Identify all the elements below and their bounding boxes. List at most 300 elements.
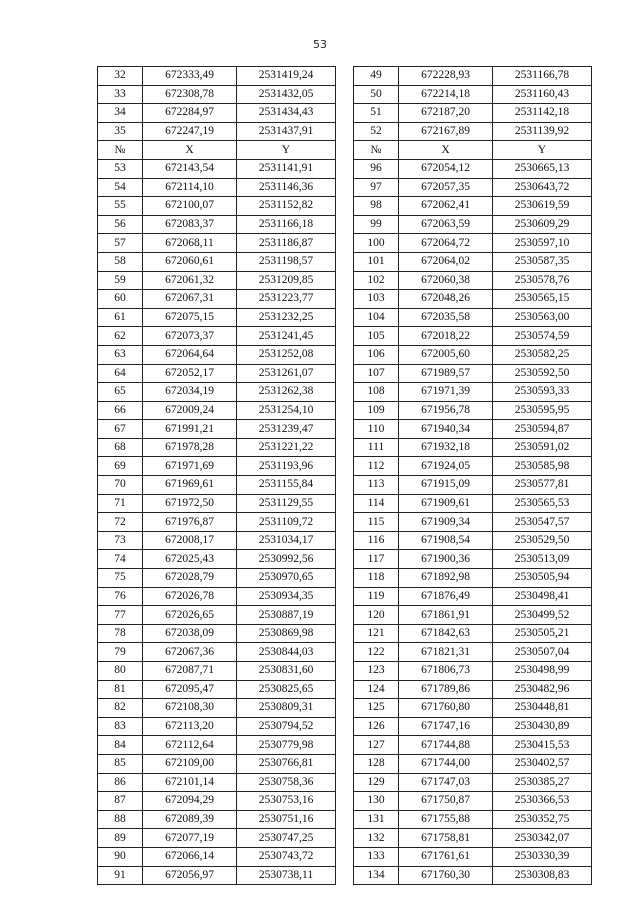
x-coordinate-cell: 671972,50: [143, 494, 237, 513]
x-coordinate-cell: 672008,17: [143, 531, 237, 550]
y-coordinate-cell: 2531254,10: [237, 401, 336, 420]
column-gap: [336, 67, 354, 86]
y-coordinate-cell: 2531146,36: [237, 178, 336, 197]
column-gap: [336, 513, 354, 532]
y-coordinate-cell: 2531141,91: [237, 159, 336, 178]
point-number-cell: 72: [98, 513, 143, 532]
column-gap: [336, 494, 354, 513]
y-coordinate-cell: 2530499,52: [493, 606, 592, 625]
coordinates-table-body: [98, 67, 592, 885]
column-gap: [336, 290, 354, 309]
column-gap: [336, 141, 354, 160]
table-row: [98, 699, 592, 718]
x-coordinate-cell: 671744,00: [399, 754, 493, 773]
table-row: [98, 476, 592, 495]
table-row: [98, 178, 592, 197]
x-coordinate-cell: 672113,20: [143, 717, 237, 736]
y-coordinate-cell: 2531432,05: [237, 85, 336, 104]
column-gap: [336, 252, 354, 271]
x-coordinate-cell: 671876,49: [399, 587, 493, 606]
table-row: [98, 420, 592, 439]
x-coordinate-cell: 671909,34: [399, 513, 493, 532]
x-coordinate-cell: 671908,54: [399, 531, 493, 550]
y-coordinate-cell: 2530578,76: [493, 271, 592, 290]
column-gap: [336, 122, 354, 141]
header-y-cell: Y: [237, 141, 336, 160]
x-coordinate-cell: 672067,36: [143, 643, 237, 662]
y-coordinate-cell: 2530498,41: [493, 587, 592, 606]
x-coordinate-cell: 672060,38: [399, 271, 493, 290]
x-coordinate-cell: 671940,34: [399, 420, 493, 439]
point-number-cell: 88: [98, 810, 143, 829]
x-coordinate-cell: 672054,12: [399, 159, 493, 178]
point-number-cell: 104: [354, 308, 399, 327]
table-row: [98, 104, 592, 123]
x-coordinate-cell: 671915,09: [399, 476, 493, 495]
x-coordinate-cell: 671806,73: [399, 662, 493, 681]
y-coordinate-cell: 2531239,47: [237, 420, 336, 439]
x-coordinate-cell: 672067,31: [143, 290, 237, 309]
x-coordinate-cell: 671976,87: [143, 513, 237, 532]
y-coordinate-cell: 2531221,22: [237, 438, 336, 457]
x-coordinate-cell: 671892,98: [399, 569, 493, 588]
x-coordinate-cell: 672109,00: [143, 754, 237, 773]
y-coordinate-cell: 2530565,15: [493, 290, 592, 309]
y-coordinate-cell: 2531139,92: [493, 122, 592, 141]
x-coordinate-cell: 672061,32: [143, 271, 237, 290]
x-coordinate-cell: 672143,54: [143, 159, 237, 178]
x-coordinate-cell: 671760,30: [399, 866, 493, 885]
table-row: [98, 252, 592, 271]
x-coordinate-cell: 672108,30: [143, 699, 237, 718]
table-row: [98, 85, 592, 104]
point-number-cell: 107: [354, 364, 399, 383]
point-number-cell: 105: [354, 327, 399, 346]
x-coordinate-cell: 672064,72: [399, 234, 493, 253]
point-number-cell: 90: [98, 847, 143, 866]
point-number-cell: 56: [98, 215, 143, 234]
y-coordinate-cell: 2530831,60: [237, 662, 336, 681]
y-coordinate-cell: 2530587,35: [493, 252, 592, 271]
point-number-cell: 49: [354, 67, 399, 86]
x-coordinate-cell: 671991,21: [143, 420, 237, 439]
point-number-cell: 117: [354, 550, 399, 569]
column-gap: [336, 345, 354, 364]
column-gap: [336, 438, 354, 457]
point-number-cell: 35: [98, 122, 143, 141]
y-coordinate-cell: 2530591,02: [493, 438, 592, 457]
point-number-cell: 53: [98, 159, 143, 178]
table-row: [98, 531, 592, 550]
table-row: [98, 234, 592, 253]
column-gap: [336, 420, 354, 439]
x-coordinate-cell: 672247,19: [143, 122, 237, 141]
column-gap: [336, 810, 354, 829]
y-coordinate-cell: 2530505,94: [493, 569, 592, 588]
x-coordinate-cell: 672228,93: [399, 67, 493, 86]
column-gap: [336, 847, 354, 866]
y-coordinate-cell: 2531241,45: [237, 327, 336, 346]
point-number-cell: 85: [98, 754, 143, 773]
table-row: [98, 438, 592, 457]
x-coordinate-cell: 672087,71: [143, 662, 237, 681]
point-number-cell: 55: [98, 197, 143, 216]
point-number-cell: 59: [98, 271, 143, 290]
y-coordinate-cell: 2530609,29: [493, 215, 592, 234]
column-gap: [336, 792, 354, 811]
point-number-cell: 118: [354, 569, 399, 588]
x-coordinate-cell: 672056,97: [143, 866, 237, 885]
y-coordinate-cell: 2530619,59: [493, 197, 592, 216]
x-coordinate-cell: 672068,11: [143, 234, 237, 253]
x-coordinate-cell: 671971,39: [399, 383, 493, 402]
y-coordinate-cell: 2530402,57: [493, 754, 592, 773]
point-number-cell: 80: [98, 662, 143, 681]
point-number-cell: 65: [98, 383, 143, 402]
point-number-cell: 109: [354, 401, 399, 420]
column-gap: [336, 662, 354, 681]
table-row: [98, 606, 592, 625]
x-coordinate-cell: 672009,24: [143, 401, 237, 420]
x-coordinate-cell: 672073,37: [143, 327, 237, 346]
point-number-cell: 63: [98, 345, 143, 364]
column-gap: [336, 308, 354, 327]
point-number-cell: 129: [354, 773, 399, 792]
point-number-cell: 86: [98, 773, 143, 792]
x-coordinate-cell: 671900,36: [399, 550, 493, 569]
x-coordinate-cell: 671750,87: [399, 792, 493, 811]
table-row: [98, 773, 592, 792]
column-gap: [336, 364, 354, 383]
column-gap: [336, 457, 354, 476]
y-coordinate-cell: 2531152,82: [237, 197, 336, 216]
x-coordinate-cell: 671861,91: [399, 606, 493, 625]
y-coordinate-cell: 2530594,87: [493, 420, 592, 439]
y-coordinate-cell: 2530887,19: [237, 606, 336, 625]
point-number-cell: 68: [98, 438, 143, 457]
point-number-cell: 123: [354, 662, 399, 681]
x-coordinate-cell: 672112,64: [143, 736, 237, 755]
table-row: [98, 736, 592, 755]
x-coordinate-cell: 671969,61: [143, 476, 237, 495]
column-gap: [336, 587, 354, 606]
y-coordinate-cell: 2531160,43: [493, 85, 592, 104]
column-gap: [336, 85, 354, 104]
y-coordinate-cell: 2531198,57: [237, 252, 336, 271]
header-x-cell: X: [143, 141, 237, 160]
column-gap: [336, 624, 354, 643]
table-row: [98, 494, 592, 513]
x-coordinate-cell: 671924,05: [399, 457, 493, 476]
point-number-cell: 73: [98, 531, 143, 550]
table-row: [98, 122, 592, 141]
column-gap: [336, 178, 354, 197]
table-row: [98, 792, 592, 811]
point-number-cell: 51: [354, 104, 399, 123]
point-number-cell: 57: [98, 234, 143, 253]
point-number-cell: 83: [98, 717, 143, 736]
column-gap: [336, 159, 354, 178]
x-coordinate-cell: 672089,39: [143, 810, 237, 829]
point-number-cell: 124: [354, 680, 399, 699]
point-number-cell: 77: [98, 606, 143, 625]
header-y-cell: Y: [493, 141, 592, 160]
point-number-cell: 110: [354, 420, 399, 439]
x-coordinate-cell: 671842,63: [399, 624, 493, 643]
point-number-cell: 82: [98, 699, 143, 718]
point-number-cell: 122: [354, 643, 399, 662]
column-gap: [336, 717, 354, 736]
table-row: [98, 680, 592, 699]
column-gap: [336, 476, 354, 495]
point-number-cell: 52: [354, 122, 399, 141]
point-number-cell: 120: [354, 606, 399, 625]
y-coordinate-cell: 2531109,72: [237, 513, 336, 532]
y-coordinate-cell: 2530743,72: [237, 847, 336, 866]
y-coordinate-cell: 2530529,50: [493, 531, 592, 550]
point-number-cell: 60: [98, 290, 143, 309]
header-x-cell: X: [399, 141, 493, 160]
y-coordinate-cell: 2530758,36: [237, 773, 336, 792]
y-coordinate-cell: 2531232,25: [237, 308, 336, 327]
point-number-cell: 97: [354, 178, 399, 197]
y-coordinate-cell: 2530574,59: [493, 327, 592, 346]
y-coordinate-cell: 2530597,10: [493, 234, 592, 253]
y-coordinate-cell: 2531437,91: [237, 122, 336, 141]
point-number-cell: 131: [354, 810, 399, 829]
column-gap: [336, 550, 354, 569]
x-coordinate-cell: 672214,18: [399, 85, 493, 104]
y-coordinate-cell: 2530869,98: [237, 624, 336, 643]
x-coordinate-cell: 671755,88: [399, 810, 493, 829]
x-coordinate-cell: 672308,78: [143, 85, 237, 104]
y-coordinate-cell: 2530308,83: [493, 866, 592, 885]
column-gap: [336, 643, 354, 662]
x-coordinate-cell: 672333,49: [143, 67, 237, 86]
y-coordinate-cell: 2531034,17: [237, 531, 336, 550]
x-coordinate-cell: 672187,20: [399, 104, 493, 123]
y-coordinate-cell: 2530753,16: [237, 792, 336, 811]
x-coordinate-cell: 671760,80: [399, 699, 493, 718]
table-row: [98, 159, 592, 178]
x-coordinate-cell: 671744,88: [399, 736, 493, 755]
page-number: 53: [313, 38, 327, 51]
x-coordinate-cell: 672026,78: [143, 587, 237, 606]
column-gap: [336, 197, 354, 216]
table-row: [98, 401, 592, 420]
y-coordinate-cell: 2531166,18: [237, 215, 336, 234]
y-coordinate-cell: 2530970,65: [237, 569, 336, 588]
point-number-cell: 89: [98, 829, 143, 848]
x-coordinate-cell: 671761,61: [399, 847, 493, 866]
point-number-cell: 101: [354, 252, 399, 271]
y-coordinate-cell: 2530582,25: [493, 345, 592, 364]
x-coordinate-cell: 671758,81: [399, 829, 493, 848]
x-coordinate-cell: 672101,14: [143, 773, 237, 792]
x-coordinate-cell: 672167,89: [399, 122, 493, 141]
point-number-cell: 84: [98, 736, 143, 755]
point-number-cell: 66: [98, 401, 143, 420]
y-coordinate-cell: 2530507,04: [493, 643, 592, 662]
x-coordinate-cell: 671789,86: [399, 680, 493, 699]
table-row: [98, 717, 592, 736]
y-coordinate-cell: 2530330,39: [493, 847, 592, 866]
point-number-cell: 33: [98, 85, 143, 104]
point-number-cell: 100: [354, 234, 399, 253]
y-coordinate-cell: 2530665,13: [493, 159, 592, 178]
y-coordinate-cell: 2530779,98: [237, 736, 336, 755]
x-coordinate-cell: 672034,19: [143, 383, 237, 402]
point-number-cell: 133: [354, 847, 399, 866]
x-coordinate-cell: 672075,15: [143, 308, 237, 327]
table-row: [98, 215, 592, 234]
y-coordinate-cell: 2530505,21: [493, 624, 592, 643]
y-coordinate-cell: 2530747,25: [237, 829, 336, 848]
point-number-cell: 98: [354, 197, 399, 216]
y-coordinate-cell: 2531434,43: [237, 104, 336, 123]
x-coordinate-cell: 672077,19: [143, 829, 237, 848]
column-gap: [336, 736, 354, 755]
table-row: [98, 271, 592, 290]
point-number-cell: 114: [354, 494, 399, 513]
y-coordinate-cell: 2530513,09: [493, 550, 592, 569]
x-coordinate-cell: 672005,60: [399, 345, 493, 364]
point-number-cell: 34: [98, 104, 143, 123]
table-row: [98, 308, 592, 327]
y-coordinate-cell: 2531261,07: [237, 364, 336, 383]
x-coordinate-cell: 671747,03: [399, 773, 493, 792]
table-row: [98, 866, 592, 885]
point-number-cell: 61: [98, 308, 143, 327]
table-row: [98, 290, 592, 309]
column-gap: [336, 327, 354, 346]
point-number-cell: 102: [354, 271, 399, 290]
y-coordinate-cell: 2531186,87: [237, 234, 336, 253]
table-row: [98, 457, 592, 476]
point-number-cell: 74: [98, 550, 143, 569]
table-row: [98, 364, 592, 383]
y-coordinate-cell: 2531223,77: [237, 290, 336, 309]
point-number-cell: 75: [98, 569, 143, 588]
x-coordinate-cell: 672063,59: [399, 215, 493, 234]
x-coordinate-cell: 672018,22: [399, 327, 493, 346]
point-number-cell: 70: [98, 476, 143, 495]
point-number-cell: 116: [354, 531, 399, 550]
point-number-cell: 58: [98, 252, 143, 271]
table-row: [98, 587, 592, 606]
point-number-cell: 69: [98, 457, 143, 476]
y-coordinate-cell: 2530342,07: [493, 829, 592, 848]
table-row: [98, 327, 592, 346]
column-gap: [336, 215, 354, 234]
header-num-cell: №: [98, 141, 143, 160]
table-row: [98, 345, 592, 364]
x-coordinate-cell: 672025,43: [143, 550, 237, 569]
point-number-cell: 111: [354, 438, 399, 457]
x-coordinate-cell: 672048,26: [399, 290, 493, 309]
coordinates-table: [97, 66, 592, 885]
column-gap: [336, 234, 354, 253]
point-number-cell: 87: [98, 792, 143, 811]
y-coordinate-cell: 2531209,85: [237, 271, 336, 290]
y-coordinate-cell: 2530992,56: [237, 550, 336, 569]
table-row: [98, 643, 592, 662]
x-coordinate-cell: 672114,10: [143, 178, 237, 197]
x-coordinate-cell: 672095,47: [143, 680, 237, 699]
column-gap: [336, 271, 354, 290]
table-row: [98, 569, 592, 588]
point-number-cell: 125: [354, 699, 399, 718]
table-row: [98, 754, 592, 773]
point-number-cell: 119: [354, 587, 399, 606]
point-number-cell: 67: [98, 420, 143, 439]
column-gap: [336, 754, 354, 773]
y-coordinate-cell: 2530844,03: [237, 643, 336, 662]
x-coordinate-cell: 671971,69: [143, 457, 237, 476]
y-coordinate-cell: 2530430,89: [493, 717, 592, 736]
y-coordinate-cell: 2530482,96: [493, 680, 592, 699]
table-row: [98, 550, 592, 569]
column-gap: [336, 699, 354, 718]
point-number-cell: 81: [98, 680, 143, 699]
column-gap: [336, 866, 354, 885]
y-coordinate-cell: 2531129,55: [237, 494, 336, 513]
point-number-cell: 134: [354, 866, 399, 885]
table-row: [98, 662, 592, 681]
x-coordinate-cell: 671978,28: [143, 438, 237, 457]
y-coordinate-cell: 2530751,16: [237, 810, 336, 829]
y-coordinate-cell: 2530934,35: [237, 587, 336, 606]
x-coordinate-cell: 672094,29: [143, 792, 237, 811]
table-row: [98, 383, 592, 402]
y-coordinate-cell: 2530738,11: [237, 866, 336, 885]
point-number-cell: 76: [98, 587, 143, 606]
y-coordinate-cell: 2530577,81: [493, 476, 592, 495]
x-coordinate-cell: 672028,79: [143, 569, 237, 588]
x-coordinate-cell: 671909,61: [399, 494, 493, 513]
point-number-cell: 127: [354, 736, 399, 755]
point-number-cell: 78: [98, 624, 143, 643]
y-coordinate-cell: 2530563,00: [493, 308, 592, 327]
x-coordinate-cell: 671932,18: [399, 438, 493, 457]
table-row: [98, 624, 592, 643]
column-gap: [336, 680, 354, 699]
y-coordinate-cell: 2531155,84: [237, 476, 336, 495]
x-coordinate-cell: 672064,64: [143, 345, 237, 364]
y-coordinate-cell: 2530415,53: [493, 736, 592, 755]
x-coordinate-cell: 672083,37: [143, 215, 237, 234]
table-row: [98, 67, 592, 86]
y-coordinate-cell: 2531262,38: [237, 383, 336, 402]
x-coordinate-cell: 671956,78: [399, 401, 493, 420]
x-coordinate-cell: 672066,14: [143, 847, 237, 866]
point-number-cell: 128: [354, 754, 399, 773]
y-coordinate-cell: 2530595,95: [493, 401, 592, 420]
x-coordinate-cell: 672060,61: [143, 252, 237, 271]
column-gap: [336, 569, 354, 588]
y-coordinate-cell: 2531252,08: [237, 345, 336, 364]
point-number-cell: 103: [354, 290, 399, 309]
y-coordinate-cell: 2530498,99: [493, 662, 592, 681]
column-gap: [336, 606, 354, 625]
table-row: [98, 810, 592, 829]
point-number-cell: 130: [354, 792, 399, 811]
x-coordinate-cell: 672052,17: [143, 364, 237, 383]
column-gap: [336, 401, 354, 420]
x-coordinate-cell: 672035,58: [399, 308, 493, 327]
point-number-cell: 50: [354, 85, 399, 104]
y-coordinate-cell: 2530547,57: [493, 513, 592, 532]
